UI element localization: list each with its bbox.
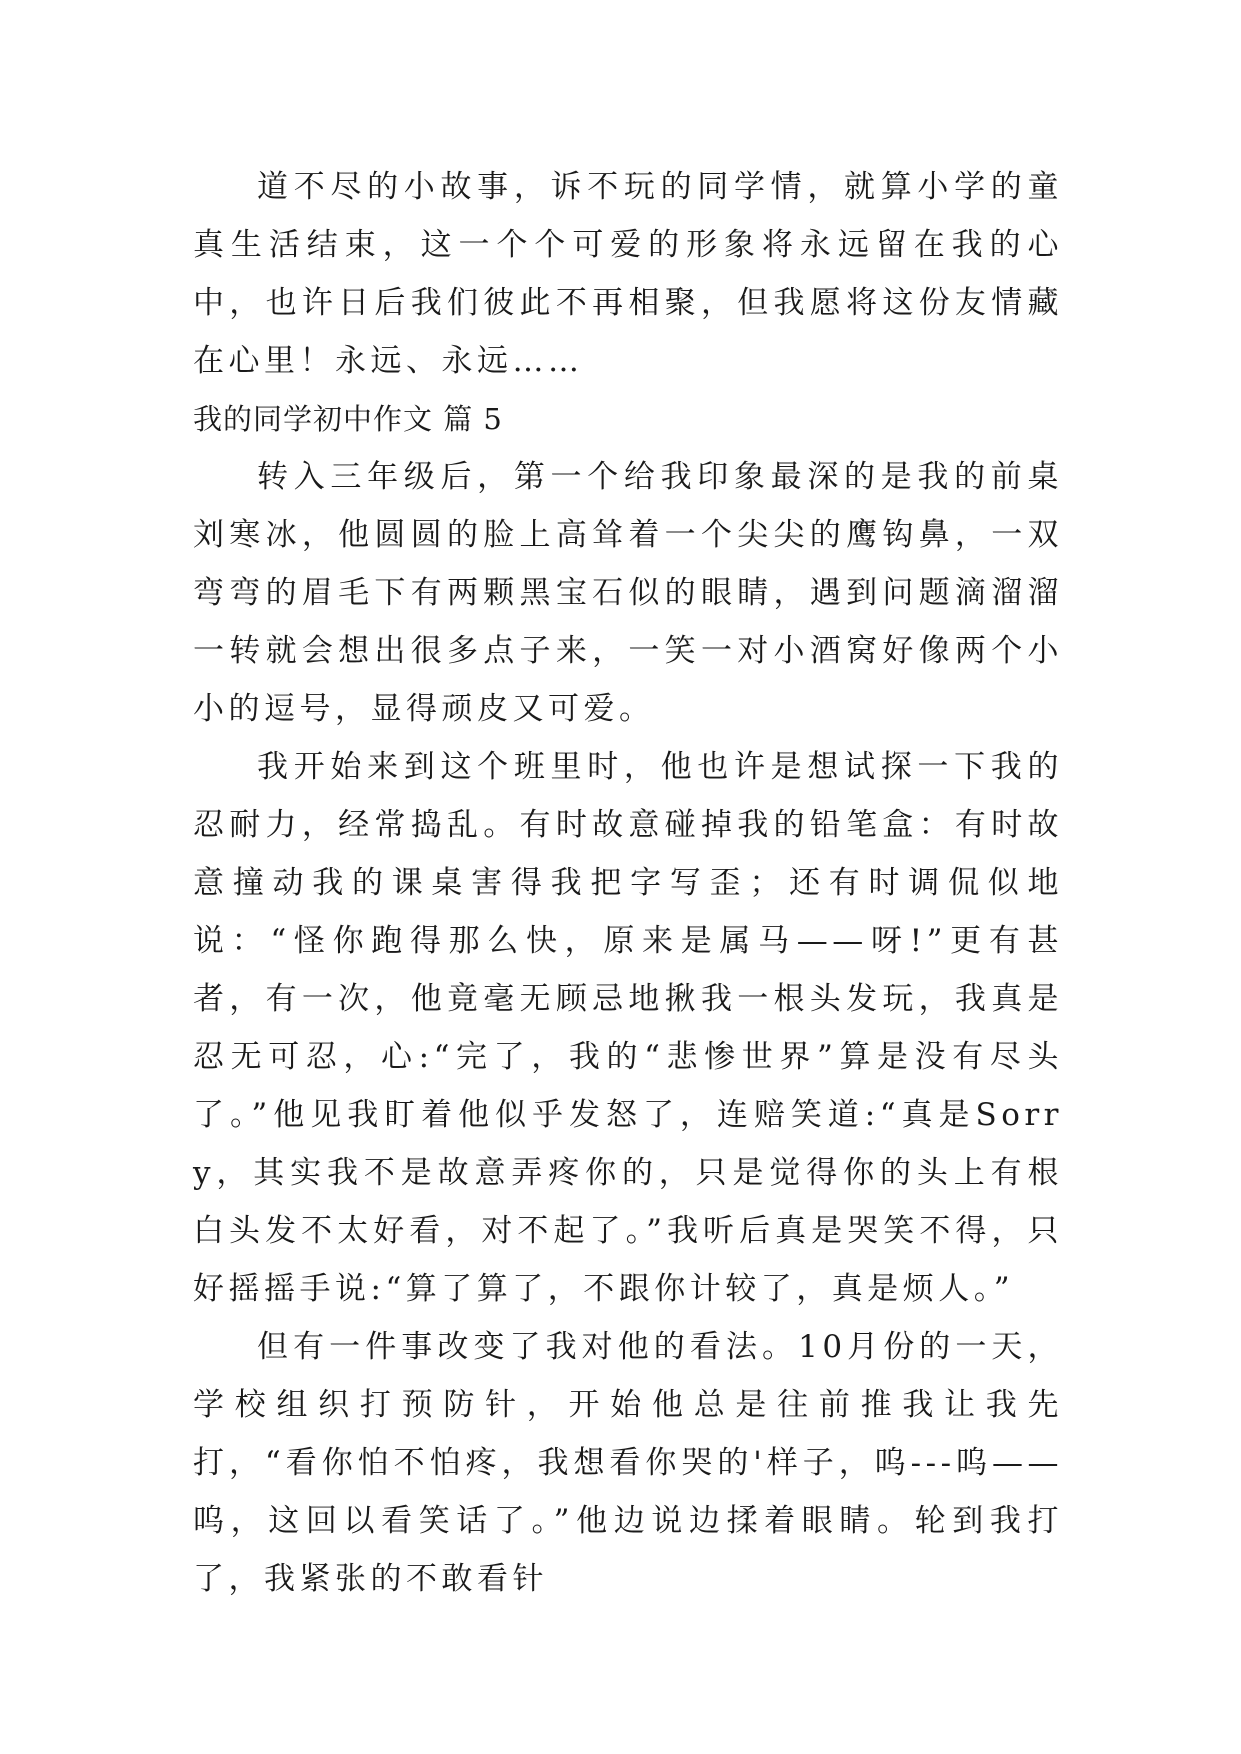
paragraph-1: 转入三年级后，第一个给我印象最深的是我的前桌刘寒冰，他圆圆的脸上高耸着一个尖尖的鹰钩鼻，一双弯弯的眉毛下有两颗黑宝石似的眼睛，遇到问题滴溜溜一转就会想出很多点子来，一笑一对小酒窝好像两个小小的逗号，显得顽皮又可爱。	[193, 459, 1063, 727]
document-body	[193, 158, 1063, 1608]
paragraph-3: 但有一件事改变了我对他的看法。10月份的一天，学校组织打预防针，开始他总是往前推我让我先打，“看你怕不怕疼，我想看你哭的'样子，呜---呜——呜，这回以看笑话了。”他边说边揉着眼睛。轮到我打了，我紧张的不敢看针	[193, 1329, 1063, 1597]
paragraph-2: 我开始来到这个班里时，他也许是想试探一下我的忍耐力，经常捣乱。有时故意碰掉我的铅笔盒：有时故意撞动我的课桌害得我把字写歪；还有时调侃似地说：“怪你跑得那么快，原来是属马——呀!”更有甚者，有一次，他竟毫无顾忌地揪我一根头发玩，我真是忍无可忍，心:“完了，我的“悲惨世界”算是没有尽头了。”他见我盯着他似乎发怒了，连赔笑道:“真是Sorry，其实我不是故意弄疼你的，只是觉得你的头上有根白头发不太好看，对不起了。”我听后真是哭笑不得，只好摇摇手说:“算了算了，不跟你计较了，真是烦人。”	[193, 749, 1063, 1307]
paragraph-closing: 道不尽的小故事，诉不玩的同学情，就算小学的童真生活结束，这一个个可爱的形象将永远留在我的心中，也许日后我们彼此不再相聚，但我愿将这份友情藏在心里！永远、永远……	[193, 169, 1063, 379]
section-heading: 我的同学初中作文 篇 5	[193, 402, 503, 436]
